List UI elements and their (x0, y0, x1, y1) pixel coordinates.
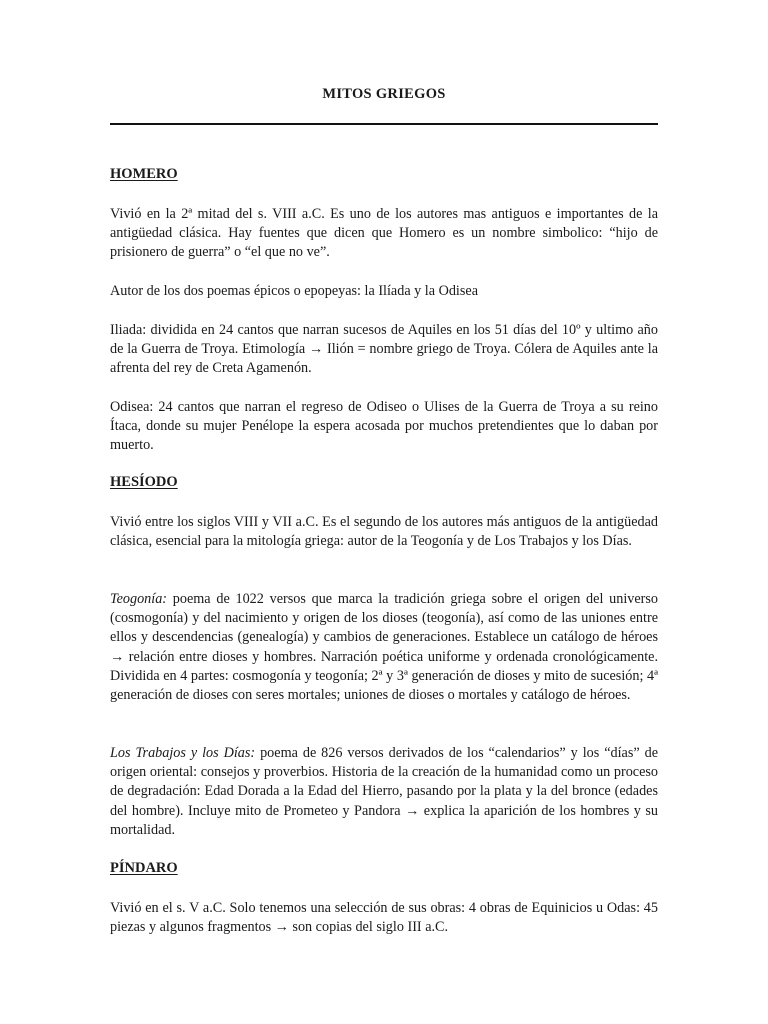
section-heading-pindaro: PÍNDARO (110, 860, 178, 876)
paragraph-teogonia (110, 590, 658, 705)
section-heading-hesiodo: HESÍODO (110, 474, 178, 490)
paragraph-homero-works (110, 282, 658, 301)
paragraph-pindaro-intro (110, 899, 658, 937)
title-divider (110, 123, 658, 125)
paragraph-iliada (110, 321, 658, 379)
paragraph-text: Autor de los dos poemas épicos o epopeyas: la Ilíada y la Odisea (110, 283, 478, 299)
paragraph-content (110, 744, 658, 840)
paragraph-lead: Teogonía: (110, 591, 168, 607)
paragraph-homero-intro (110, 205, 658, 263)
paragraph-text: poema de 1022 versos que marca la tradición griega sobre el origen del universo (cosmogonía) y del nacimiento y origen de los dioses (teogonía), así como de las uniones entre ellos y descendencias (genealogía) y cambios de generaciones. Establece un catálogo de héroes → relación entre dioses y hombres. Narración poética uniforme y ordenada cronológicamente. Dividida en 4 partes: cosmogonía y teogonía; 2ª y 3ª generación de dioses y mito de sucesión; 4ª generación de dioses con seres mortales; uniones de dioses o mortales y catálogo de héroes. (110, 591, 658, 704)
paragraph-text: Iliada: dividida en 24 cantos que narran sucesos de Aquiles en los 51 días del 10º y ultimo año de la Guerra de Troya. Etimología → Ilión = nombre griego de Troya. Cólera de Aquiles ante la afrenta del rey de Creta Agamenón. (110, 322, 658, 377)
paragraph-content (110, 590, 658, 705)
paragraph-text: poema de 826 versos derivados de los “calendarios” y los “días” de origen oriental: consejos y proverbios. Historia de la creación de la humanidad como un proceso de degradación: Edad Dorada a la Edad del Hierro, pasando por la plata y la del bronce (edades del hombre). Incluye mito de Prometeo y Pandora → explica la aparición de los hombres y su mortalidad. (110, 745, 658, 838)
paragraph-odisea (110, 398, 658, 456)
paragraph-text: Vivió entre los siglos VIII y VII a.C. Es el segundo de los autores más antiguos de la antigüedad clásica, esencial para la mitología griega: autor de la Teogonía y de Los Trabajos y los Días. (110, 514, 658, 550)
paragraph-lead: Los Trabajos y los Días: (110, 745, 256, 761)
section-heading-homero: HOMERO (110, 166, 178, 182)
paragraph-text: Vivió en el s. V a.C. Solo tenemos una selección de sus obras: 4 obras de Equinicios u Odas: 45 piezas y algunos fragmentos → son copias del siglo III a.C. (110, 900, 658, 936)
paragraph-hesiodo-intro (110, 513, 658, 551)
paragraph-text: Vivió en la 2ª mitad del s. VIII a.C. Es uno de los autores mas antiguos e importantes de la antigüedad clásica. Hay fuentes que dicen que Homero es un nombre simbolico: “hijo de prisionero de guerra” o “el que no ve”. (110, 206, 658, 261)
paragraph-trabajos-dias (110, 744, 658, 840)
paragraph-text: Odisea: 24 cantos que narran el regreso de Odiseo o Ulises de la Guerra de Troya a su reino Ítaca, donde su mujer Penélope la espera acosada por muchos pretendientes que lo daban por muerto. (110, 399, 658, 454)
document-title: MITOS GRIEGOS (322, 86, 446, 102)
